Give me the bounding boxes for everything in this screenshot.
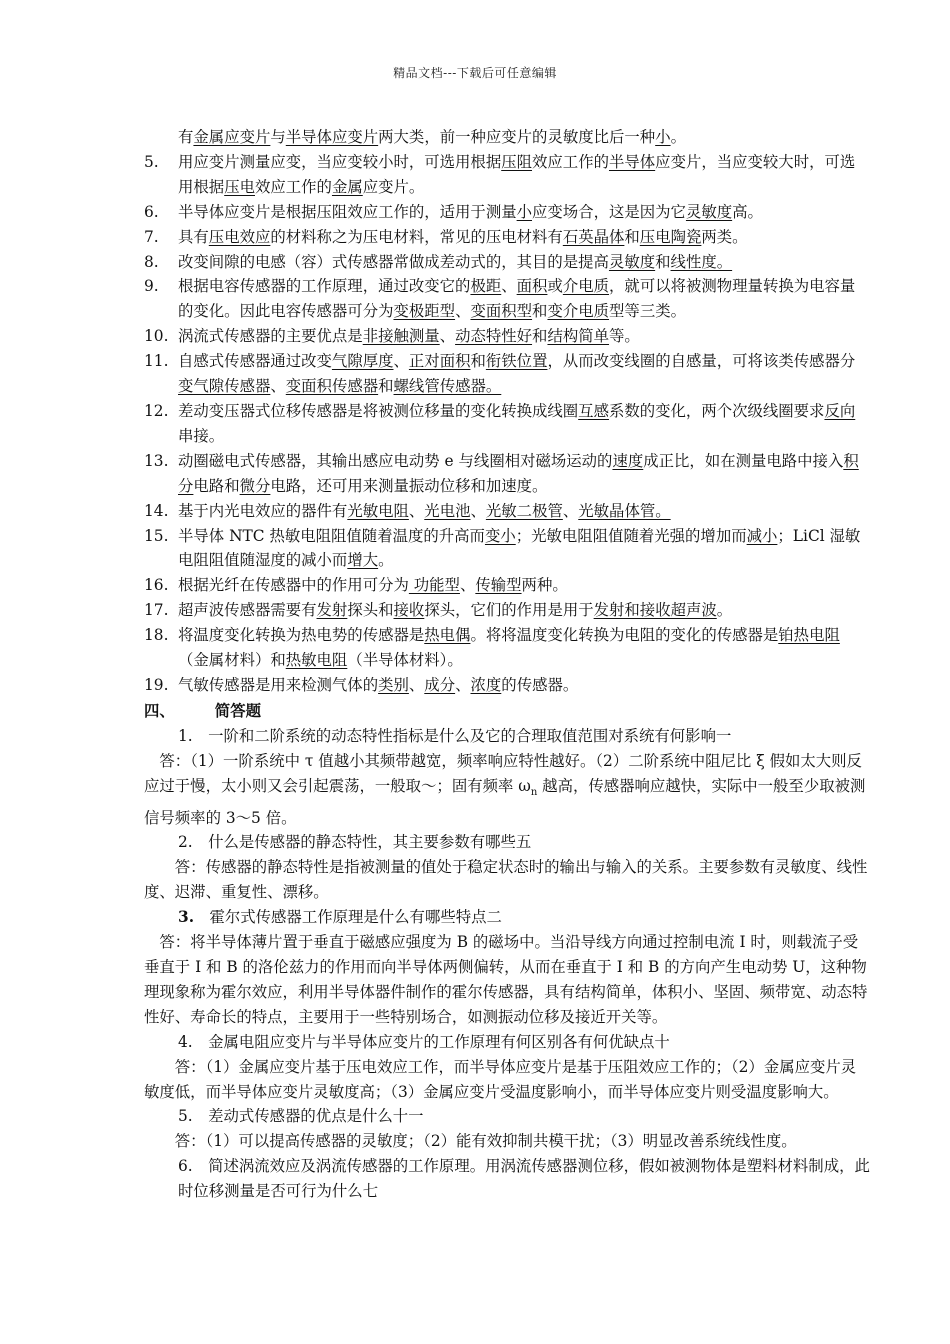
list-item — [144, 150, 870, 200]
question: 6. 简述涡流效应及涡流传感器的工作原理。用涡流传感器测位移，假如被测物体是塑料材料制成，此时位移测量是否可行为什么七 — [178, 1157, 870, 1201]
item-text: 有金属应变片与半导体应变片两大类，前一种应变片的灵敏度比后一种小。 — [178, 128, 686, 146]
item-number: 16. — [144, 576, 169, 595]
item-text: 改变间隙的电感（容）式传感器常做成差动式的，其目的是提高灵敏度和线性度。 — [178, 252, 733, 271]
list-item — [144, 449, 870, 499]
item-text: 将温度变化转换为热电势的传感器是热电偶。将将温度变化转换为电阻的变化的传感器是铂热电阻（金属材料）和热敏电阻（半导体材料）。 — [178, 626, 840, 670]
list-item — [144, 324, 870, 349]
list-item — [144, 499, 870, 524]
answer: 答：传感器的静态特性是指被测量的值处于稳定状态时的输出与输入的关系。主要参数有灵敏度、线性度、迟滞、重复性、漂移。 — [144, 858, 868, 902]
item-number: 14. — [144, 501, 169, 520]
item-number: 17. — [144, 601, 169, 620]
item-number: 8. — [144, 252, 159, 271]
item-number: 10. — [144, 327, 169, 346]
question: 2. 什么是传感器的静态特性，其主要参数有哪些五 — [178, 833, 532, 852]
list-item — [144, 200, 870, 225]
list-item — [144, 349, 870, 399]
qa-list — [144, 724, 870, 1204]
item-number: 12. — [144, 401, 169, 420]
list-item — [144, 623, 870, 673]
fill-in-list — [144, 125, 870, 698]
section-heading — [144, 699, 870, 724]
list-item — [144, 524, 870, 574]
item-text: 用应变片测量应变，当应变较小时，可选用根据压阻效应工作的半导体应变片，当应变较大时，可选用根据压电效应工作的金属应变片。 — [178, 152, 856, 196]
item-number: 11. — [144, 352, 169, 371]
item-number: 19. — [144, 675, 169, 694]
item-text: 超声波传感器需要有发射探头和接收探头，它们的作用是用于发射和接收超声波。 — [178, 601, 733, 620]
item-text: 差动变压器式位移传感器是将被测位移量的变化转换成线圈互感系数的变化，两个次级线圈要求反向串接。 — [178, 401, 856, 445]
page-header: 精品文档---下载后可任意编辑 — [393, 66, 557, 80]
list-item — [144, 274, 870, 324]
item-text: 半导体 NTC 热敏电阻阻值随着温度的升高而变小；光敏电阻阻值随着光强的增加而减小；LiCl 湿敏电阻阻值随湿度的减小而增大。 — [178, 526, 861, 570]
item-number: 7. — [144, 227, 159, 246]
item-text: 动圈磁电式传感器，其输出感应电动势 e 与线圈相对磁场运动的速度成正比，如在测量电路中接入积分电路和微分电路，还可用来测量振动位移和加速度。 — [178, 451, 859, 495]
list-item — [144, 573, 870, 598]
section-number: 四、 — [144, 701, 175, 720]
item-text: 涡流式传感器的主要优点是非接触测量、动态特性好和结构简单等。 — [178, 327, 640, 346]
answer: 答：（1）可以提高传感器的灵敏度；（2）能有效抑制共模干扰；（3）明显改善系统线性度。 — [144, 1132, 797, 1151]
section-title: 简答题 — [214, 701, 261, 720]
item-number: 15. — [144, 526, 169, 545]
item-text: 基于内光电效应的器件有光敏电阻、光电池、光敏二极管、光敏晶体管。 — [178, 501, 671, 520]
question: 5. 差动式传感器的优点是什么十一 — [178, 1107, 424, 1126]
list-item — [144, 399, 870, 449]
item-text: 具有压电效应的材料称之为压电材料，常见的压电材料有石英晶体和压电陶瓷两类。 — [178, 227, 748, 246]
list-item — [144, 673, 870, 698]
answer: 答：（1）一阶系统中 τ 值越小其频带越宽，频率响应特性越好。（2）二阶系统中阻尼比 ξ 假如太大则反应过于慢，太小则又会引起震荡，一般取～；固有频率 $\omega_n$ 越高，传感器响应越快，实际中一般至少取被测信号频率的 3～5 倍。 — [144, 751, 866, 827]
list-item — [144, 125, 870, 150]
list-item — [144, 598, 870, 623]
answer: 答：（1）金属应变片基于压电效应工作，而半导体应变片是基于压阻效应工作的；（2）金属应变片灵敏度低，而半导体应变片灵敏度高；（3）金属应变片受温度影响小，而半导体应变片则受温度影响大。 — [144, 1057, 857, 1101]
item-number: 18. — [144, 626, 169, 645]
question: 3. 霍尔式传感器工作原理是什么有哪些特点二 — [178, 908, 502, 927]
item-text: 半导体应变片是根据压阻效应工作的，适用于测量小应变场合，这是因为它灵敏度高。 — [178, 202, 763, 221]
question: 4. 金属电阻应变片与半导体应变片的工作原理有何区别各有何优缺点十 — [178, 1032, 670, 1051]
item-number: 13. — [144, 451, 169, 470]
item-number: 5. — [144, 152, 159, 171]
list-item — [144, 250, 870, 275]
item-number: 6. — [144, 202, 159, 221]
item-text: 自感式传感器通过改变气隙厚度、正对面积和衔铁位置，从而改变线圈的自感量，可将该类传感器分变气隙传感器、变面积传感器和螺线管传感器。 — [178, 352, 856, 396]
question: 1. 一阶和二阶系统的动态特性指标是什么及它的合理取值范围对系统有何影响一 — [178, 726, 732, 745]
item-text: 气敏传感器是用来检测气体的类别、成分、浓度的传感器。 — [178, 675, 579, 694]
item-number: 9. — [144, 277, 159, 296]
item-text: 根据电容传感器的工作原理，通过改变它的极距、面积或介电质，就可以将被测物理量转换为电容量的变化。因此电容传感器可分为变极距型、变面积型和变介电质型等三类。 — [178, 277, 856, 321]
answer: 答：将半导体薄片置于垂直于磁感应强度为 B 的磁场中。当沿导线方向通过控制电流 I 时，则载流子受垂直于 I 和 B 的洛伦兹力的作用而向半导体两侧偏转，从而在垂直于 I 和 B 的方向产生电动势 U，这种物理现象称为霍尔效应，利用半导体器件制作的霍尔传感器，具有结构简单，体积小、坚固、频带宽、动态特性好、寿命长的特点，主要用于一些特别场合，如测振动位移及接近开关等。 — [144, 933, 868, 1026]
item-text: 根据光纤在传感器中的作用可分为 功能型、传输型两种。 — [178, 576, 568, 595]
document-body — [144, 125, 870, 1204]
list-item — [144, 225, 870, 250]
